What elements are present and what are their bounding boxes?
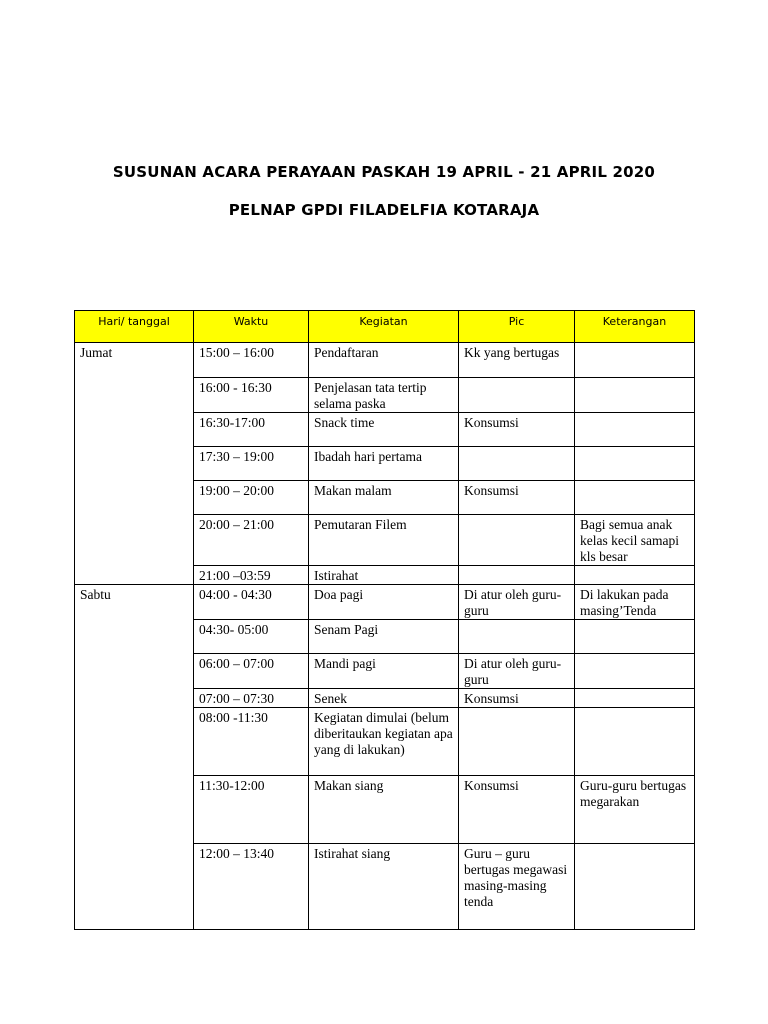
cell-keterangan [575,654,695,689]
cell-kegiatan: Pendaftaran [309,343,459,378]
cell-keterangan [575,447,695,481]
document-subtitle: PELNAP GPDI FILADELFIA KOTARAJA [228,201,540,219]
cell-waktu: 16:00 - 16:30 [194,378,309,413]
cell-keterangan [575,844,695,930]
cell-keterangan [575,566,695,585]
cell-pic: Konsumsi [459,481,575,515]
cell-pic [459,447,575,481]
cell-pic: Konsumsi [459,776,575,844]
cell-kegiatan: Senek [309,689,459,708]
cell-kegiatan: Istirahat [309,566,459,585]
cell-keterangan [575,413,695,447]
cell-pic: Konsumsi [459,689,575,708]
table-header-row [75,311,695,343]
cell-kegiatan: Senam Pagi [309,620,459,654]
cell-pic [459,378,575,413]
day-cell-sabtu: Sabtu [75,585,194,930]
header-hari-tanggal: Hari/ tanggal [75,311,194,343]
cell-waktu: 20:00 – 21:00 [194,515,309,566]
cell-keterangan [575,343,695,378]
cell-pic [459,566,575,585]
cell-kegiatan: Istirahat siang [309,844,459,930]
cell-pic [459,620,575,654]
cell-pic: Di atur oleh guru-guru [459,585,575,620]
cell-kegiatan: Pemutaran Filem [309,515,459,566]
header-keterangan: Keterangan [575,311,695,343]
cell-keterangan [575,620,695,654]
cell-pic: Guru – guru bertugas megawasi masing-masing tenda [459,844,575,930]
cell-waktu: 12:00 – 13:40 [194,844,309,930]
cell-waktu: 17:30 – 19:00 [194,447,309,481]
cell-kegiatan: Makan siang [309,776,459,844]
cell-waktu: 19:00 – 20:00 [194,481,309,515]
cell-pic: Konsumsi [459,413,575,447]
cell-keterangan [575,689,695,708]
cell-keterangan: Bagi semua anak kelas kecil samapi kls besar [575,515,695,566]
document-title: SUSUNAN ACARA PERAYAAN PASKAH 19 APRIL - 21 APRIL 2020 [112,163,656,181]
cell-kegiatan: Penjelasan tata tertip selama paska [309,378,459,413]
header-kegiatan: Kegiatan [309,311,459,343]
cell-pic: Kk yang bertugas [459,343,575,378]
cell-kegiatan: Kegiatan dimulai (belum diberitaukan kegiatan apa yang di lakukan) [309,708,459,776]
header-waktu: Waktu [194,311,309,343]
cell-waktu: 04:00 - 04:30 [194,585,309,620]
cell-pic [459,708,575,776]
cell-kegiatan: Doa pagi [309,585,459,620]
table-row [75,343,695,378]
table-row [75,585,695,620]
schedule-table [74,310,695,930]
day-cell-jumat: Jumat [75,343,194,585]
header-pic: Pic [459,311,575,343]
cell-kegiatan: Ibadah hari pertama [309,447,459,481]
cell-waktu: 16:30-17:00 [194,413,309,447]
cell-pic: Di atur oleh guru-guru [459,654,575,689]
cell-waktu: 08:00 -11:30 [194,708,309,776]
cell-pic [459,515,575,566]
cell-kegiatan: Snack time [309,413,459,447]
cell-kegiatan: Makan malam [309,481,459,515]
cell-keterangan: Guru-guru bertugas megarakan [575,776,695,844]
cell-waktu: 06:00 – 07:00 [194,654,309,689]
cell-waktu: 11:30-12:00 [194,776,309,844]
cell-keterangan [575,708,695,776]
cell-waktu: 04:30- 05:00 [194,620,309,654]
cell-waktu: 15:00 – 16:00 [194,343,309,378]
cell-keterangan [575,378,695,413]
cell-keterangan: Di lakukan pada masing’Tenda [575,585,695,620]
cell-keterangan [575,481,695,515]
cell-kegiatan: Mandi pagi [309,654,459,689]
cell-waktu: 07:00 – 07:30 [194,689,309,708]
cell-waktu: 21:00 –03:59 [194,566,309,585]
